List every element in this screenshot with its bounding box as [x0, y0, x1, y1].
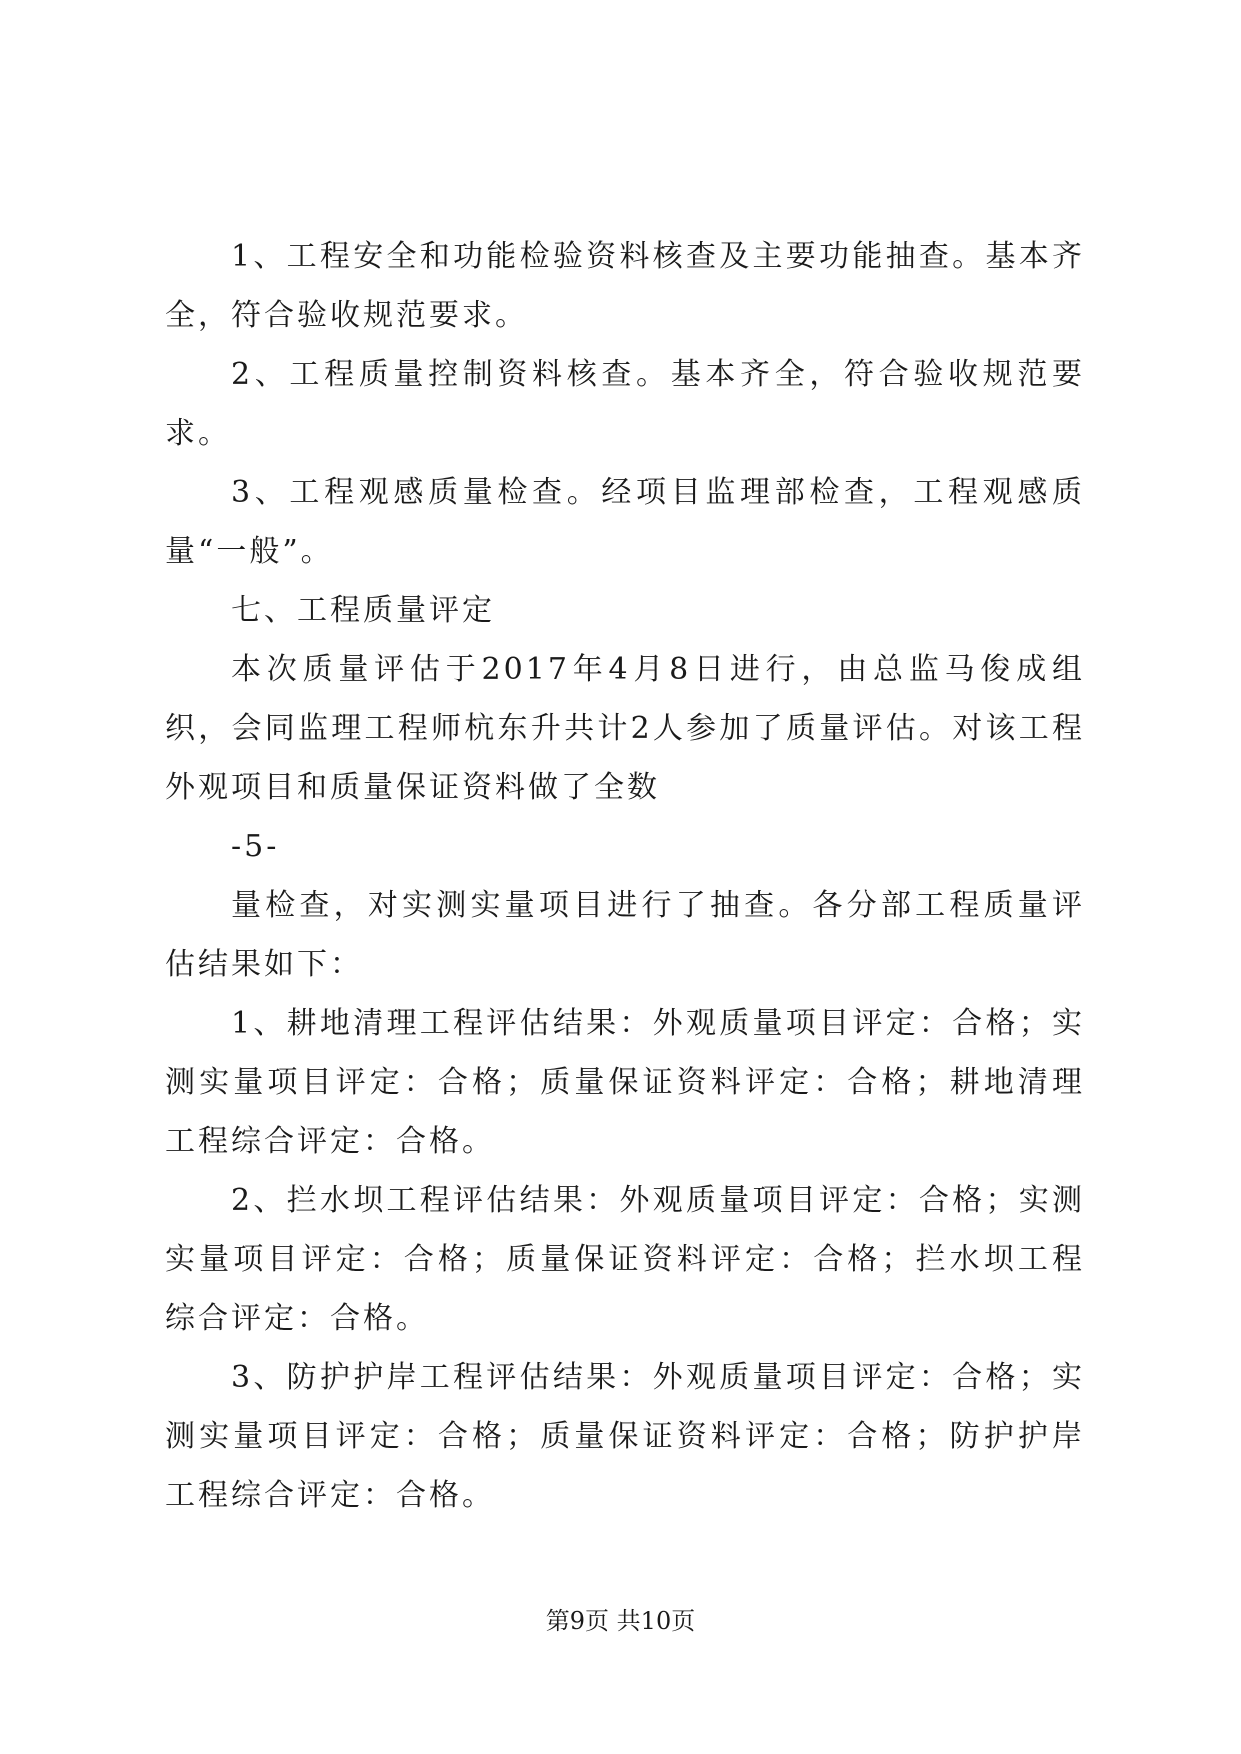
section-heading: 七、工程质量评定 — [231, 593, 495, 628]
page-number-marker: -5- — [231, 829, 280, 864]
paragraph-result-revetment: 3、防护护岸工程评估结果：外观质量项目评定：合格；实测实量项目评定：合格；质量保证资料评定：合格；防护护岸工程综合评定：合格。 — [165, 1360, 1085, 1513]
paragraph-safety-check: 1、工程安全和功能检验资料核查及主要功能抽查。基本齐全，符合验收规范要求。 — [165, 239, 1085, 333]
page-footer: 第9页 共10页 — [545, 1607, 696, 1635]
paragraph-quality-control: 2、工程质量控制资料核查。基本齐全，符合验收规范要求。 — [165, 357, 1085, 451]
paragraph-appearance-check: 3、工程观感质量检查。经项目监理部检查，工程观感质量“一般”。 — [165, 475, 1085, 569]
paragraph-result-dam: 2、拦水坝工程评估结果：外观质量项目评定：合格；实测实量项目评定：合格；质量保证资料评定：合格；拦水坝工程综合评定：合格。 — [165, 1183, 1085, 1336]
paragraph-result-land-clearing: 1、耕地清理工程评估结果：外观质量项目评定：合格；实测实量项目评定：合格；质量保证资料评定：合格；耕地清理工程综合评定：合格。 — [165, 1006, 1085, 1159]
paragraph-assessment-intro: 本次质量评估于2017年4月8日进行，由总监马俊成组织，会同监理工程师杭东升共计2人参加了质量评估。对该工程外观项目和质量保证资料做了全数 — [165, 652, 1085, 805]
paragraph-results-intro: 量检查，对实测实量项目进行了抽查。各分部工程质量评估结果如下： — [165, 888, 1085, 982]
document-body — [165, 227, 1085, 1525]
